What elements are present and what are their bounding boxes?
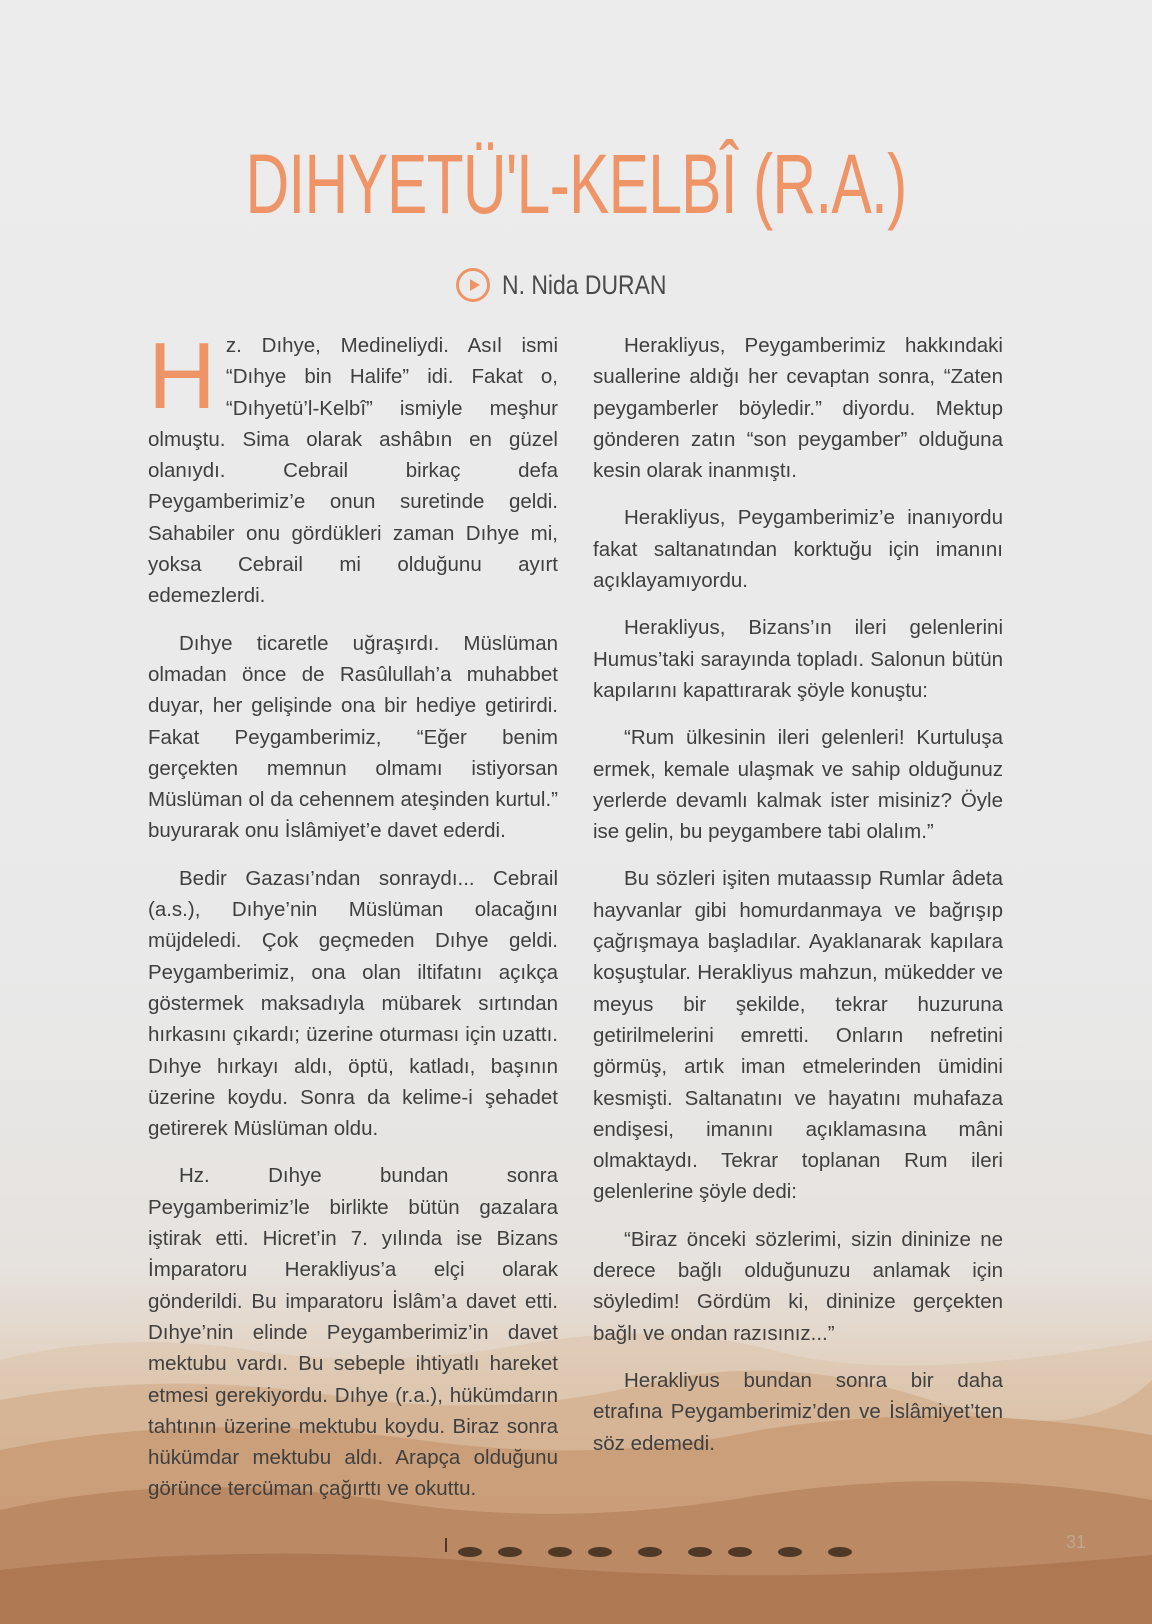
paragraph: Bu sözleri işiten mutaassıp Rumlar âdeta hayvanlar gibi homurdanmaya ve bağrışıp çağrışmaya başladılar. Ayaklanarak kapılara koşuştular. Herakliyus mahzun, mükedder ve meyus bir şekilde, tekrar huzuruna getirilmelerini emretti. Onların nefretini görmüş, artık iman etmelerinden ümidini kesmişti. Saltanatını ve hayatını muhafaza endişesi, imanını açıklamasına mâni olmaktaydı. Tekrar toplanan Rum ileri gelenlerine şöyle dedi:: [593, 867, 1003, 1204]
right-column: [593, 330, 1003, 1475]
paragraph: Bedir Gazası’ndan sonraydı... Cebrail (a.s.), Dıhye’nin Müslüman olacağını müjdeledi. Çok geçmeden Dıhye geldi. Peygamberimiz, ona olan iltifatını açıkça göstermek maksadıyla mübarek sırtından hırkasını çıkardı; üzerine oturması için uzattı. Dıhye hırkayı aldı, öptü, katladı, başının üzerine koydu. Sonra da kelime-i şehadet getirerek Müslüman oldu.: [148, 866, 558, 1141]
paragraph: “Rum ülkesinin ileri gelenleri! Kurtuluşa ermek, kemale ulaşmak ve sahip olduğunuz yerlerde devamlı kalmak ister misiniz? Öyle ise gelin, bu peygambere tabi olalım.”: [593, 726, 1003, 844]
paragraph: Herakliyus, Peygamberimiz’e inanıyordu fakat saltanatından korktuğu için imanını açıklayamıyordu.: [593, 506, 1003, 593]
play-circle-icon: [456, 268, 490, 302]
drop-cap: H: [148, 323, 216, 428]
paragraph: Herakliyus, Peygamberimiz hakkındaki suallerine aldığı her cevaptan sonra, “Zaten peygamberler böyledir.” diyordu. Mektup gönderen zatın “son peygamber” olduğuna kesin olarak inanmıştı.: [593, 334, 1003, 483]
article-title: DIHYETÜ'L-KELBÎ (R.A.): [245, 137, 907, 231]
paragraph: Herakliyus, Bizans’ın ileri gelenlerini Humus’taki sarayında topladı. Salonun bütün kapılarını kapattırarak şöyle konuştu:: [593, 616, 1003, 702]
paragraph: Herakliyus bundan sonra bir daha etrafına Peygamberimiz’den ve İslâmiyet’ten söz edemedi.: [593, 1368, 1003, 1455]
author-line: [0, 268, 1152, 302]
paragraph: Hz. Dıhye, Medineliydi. Asıl ismi “Dıhye bin Halife” idi. Fakat o, “Dıhyetü’l-Kelbî” ismiyle meşhur olmuştu. Sima olarak ashâbın en güzel olanıydı. Cebrail birkaç defa Peygamberimiz’e onun suretinde geldi. Sahabiler onu gördükleri zaman Dıhye mi, yoksa Cebrail mi olduğunu ayırt edemezlerdi.: [148, 323, 558, 608]
author-name: N. Nida DURAN: [502, 269, 667, 300]
paragraph: “Biraz önceki sözlerimi, sizin dininize ne derece bağlı olduğunuzu anlamak için söyledim! Gördüm ki, dininize gerçekten bağlı ve ondan razısınız...”: [593, 1227, 1003, 1345]
left-column: [148, 323, 558, 1521]
page-number: 31: [1066, 1532, 1087, 1552]
paragraph: Dıhye ticaretle uğraşırdı. Müslüman olmadan önce de Rasûlullah’a muhabbet duyar, her gelişinde ona bir hediye getirirdi. Fakat Peygamberimiz, “Eğer benim gerçekten memnun olmamı istiyorsan Müslüman ol da cehennem ateşinden kurtul.” buyurarak onu İslâmiyet’e davet ederdi.: [148, 631, 558, 843]
paragraph: Hz. Dıhye bundan sonra Peygamberimiz’le birlikte bütün gazalara iştirak etti. Hicret’in 7. yılında ise Bizans İmparatoru Herakliyus’a elçi olarak gönderildi. Bu imparatoru İslâm’a davet etti. Dıhye’nin elinde Peygamberimiz’in davet mektubu vardı. Bu sebeple ihtiyatlı hareket etmesi gerekiyordu. Dıhye (r.a.), hükümdarın tahtının üzerine mektubu koydu. Biraz sonra hükümdar mektubu aldı. Arapça olduğunu görünce tercüman çağırttı ve okuttu.: [148, 1164, 558, 1501]
